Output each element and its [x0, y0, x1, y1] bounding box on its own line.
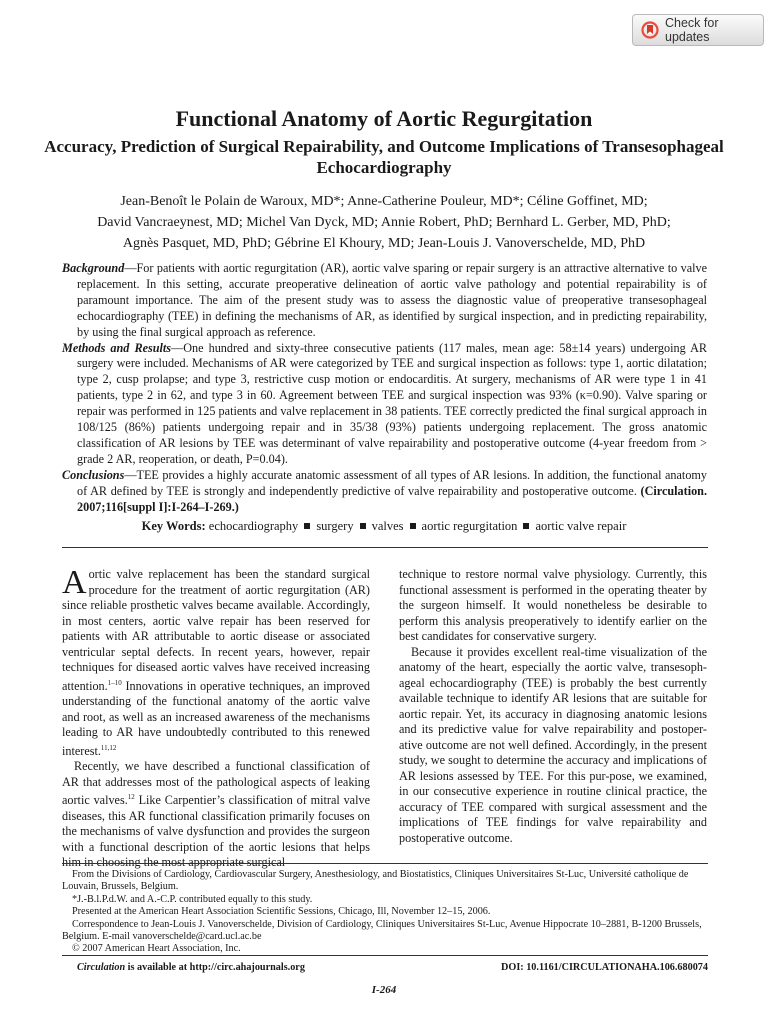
- check-for-updates-label: Check for updates: [665, 16, 719, 44]
- reference: 1–10: [107, 678, 122, 687]
- author-line: Agnès Pasquet, MD, PhD; Gébrine El Khoury, MD; Jean-Louis J. Vanoverschelde, MD, PhD: [122, 236, 646, 251]
- footnote: © 2007 American Heart Association, Inc.: [72, 943, 241, 955]
- square-bullet-icon: [360, 523, 366, 529]
- keywords-label: Key Words:: [141, 519, 206, 533]
- footnote: From the Divisions of Cardiology, Cardiovascular Surgery, Anesthesiology, and Biostatistics, Cliniques Universitaires St-Luc, Université catholique de Louvain, Brussels, Belgium.: [62, 869, 689, 893]
- conclusions-label: Conclusions: [62, 467, 125, 482]
- keyword: aortic valve repair: [535, 519, 627, 533]
- body-paragraph: technique to restore normal valve physiology. Currently, this functional assessment is performed in the operating theater by the surgeon himself. It would nonetheless be desirable to perform this analysis preoperatively to identify earlier on the best candidates for conservative surgery.: [399, 567, 707, 643]
- body-column-right: [399, 567, 707, 846]
- abstract-conclusions: [62, 468, 707, 516]
- body-paragraph: Recently, we have described a functional classification of AR that addresses most of the pathological aspects of leaking aortic valves.$^{12}$ Like Carpentier’s classification of mitral valve diseases, this AR functional classification primarily focuses on the mechanisms of valve dysfunction and provides the surgeon with a functional description of the aortic lesions that helps: [62, 759, 370, 854]
- crossmark-icon: [641, 21, 659, 39]
- check-for-updates-button[interactable]: [632, 14, 764, 46]
- conclusions-text: —TEE provides a highly accurate anatomic assessment of all types of AR lesions. In addition, the functional anatomy of AR defined by TEE is strongly and independently predictive of valve repairability and postoperative outcome.: [77, 467, 707, 498]
- page-number: I-264: [371, 984, 397, 996]
- author-line: Jean-Benoît le Polain de Waroux, MD*; Anne-Catherine Pouleur, MD*; Céline Goffinet, MD;: [120, 194, 648, 209]
- citation: (Circulation. 2007;116[suppl I]:I-264–I-269.): [77, 483, 707, 514]
- reference: 11,12: [100, 743, 117, 752]
- footer: [77, 962, 708, 973]
- abstract-background: [62, 261, 707, 341]
- doi: DOI: 10.1161/CIRCULATIONAHA.106.680074: [501, 962, 708, 973]
- body-column-left: [62, 564, 370, 871]
- reference: 12: [127, 793, 135, 802]
- article-title: Functional Anatomy of Aortic Regurgitation: [175, 106, 593, 131]
- footnote: Presented at the American Heart Association Scientific Sessions, Chicago, Ill, November 12–15, 2006.: [72, 906, 491, 918]
- square-bullet-icon: [523, 523, 529, 529]
- journal-name: Circulation: [77, 962, 126, 973]
- section-divider: [62, 547, 708, 548]
- keyword: surgery: [316, 519, 354, 533]
- background-text: —For patients with aortic regurgitation (AR), aortic valve sparing or repair surgery is an attractive alternative to valve replacement. In this setting, accurate preoperative delineation of aortic valve pathology and potential repairability is of paramount importance. The aim of the present study was to assess the diagnostic value of preoperative transesophageal echocardiography (TEE) in defining the mechanisms of AR, as identified by surgical inspection, and in predicting repairability, by using the final surgical approach as reference.: [77, 261, 707, 339]
- keyword: echocardiography: [208, 519, 299, 533]
- keyword: aortic regurgitation: [421, 519, 518, 533]
- footnote-divider: [62, 863, 708, 864]
- methods-text: —One hundred and sixty-three consecutive patients (117 males, mean age: 58±14 years) undergoing AR surgery were included. Mechanisms of AR were categorized by TEE and surgical inspection as follows: type 1, aortic dilatation; type 2, cusp prolapse; and type 3, restrictive cusp motion or endocarditis. At surgery, mechanisms of AR were type 1 in 41 patients, type 2 in 62, and type 3 in 60. Agreement between TEE and surgical inspection was 93% (κ=0.90). Valve sparing or repair was performed in 125 patients and valve replacement in 38 patients. TEE correctly predicted the final surgical approach in 108/125 (86%) patients undergoing repair and in 35/38 (93%) patients undergoing replacement. The gross anatomic classification of AR lesions by TEE was determinant of valve repairability and postoperative outcome (4-year freedom from > grade 2 AR, reoperation, or death, P=0.04).: [77, 340, 707, 466]
- author-line: David Vancraeynest, MD; Michel Van Dyck, MD; Annie Robert, PhD; Bernhard L. Gerber, MD, PhD;: [97, 215, 671, 230]
- keyword: valves: [371, 519, 404, 533]
- article-subtitle: Accuracy, Prediction of Surgical Repairability, and Outcome Implications of Transesophageal Echocardiography: [44, 137, 724, 177]
- drop-cap: A: [62, 564, 87, 601]
- methods-label: Methods and Results: [62, 340, 172, 355]
- author-list: [40, 191, 728, 254]
- keywords: [0, 519, 768, 534]
- square-bullet-icon: [410, 523, 416, 529]
- footnote: Correspondence to Jean-Louis J. Vanoverschelde, Division of Cardiology, Cliniques Universitaires St-Luc, Avenue Hippocrate 10–2881, B-1200 Brussels, Belgium. E-mail vanoverschelde@card.ucl.ac.be: [62, 918, 702, 943]
- abstract-methods: [62, 341, 707, 468]
- body-paragraph: Because it provides excellent real-time visualization of the anatomy of the heart, especially the aortic valve, transesoph-ageal echocardiography (TEE) is probably the best currently available technique to identify AR lesions that are suitable for aortic repair. Yet, its accuracy in diagnosing anatomic lesions and its predictive value for valve repairability and postoper-ative outcome are not well defined. Accordingly, in the present study, we sought to determine the accuracy and implications of AR lesions assessed by TEE. For this pur-pose, we examined, in our consecutive experience in routine clinical practice, the accuracy of TEE compared with surgical assessment and the implications of TEE findings for valve repairability and postoperative outcome.: [399, 644, 707, 845]
- body-paragraph: Aortic valve replacement has been the standard surgical procedure for the treatment of aortic regurgitation (AR) since reliable prosthetic valves became available. Accordingly, in most centers, aortic valve repair has been reserved for patients with AR attributable to aortic disease or associated ventricular septal defects. In recent years, however, repair techniques for diseased aortic valves have received increasing attention.$^{1-10}$ Innovations in operative techniques, an improved understanding of the functional anatomy of the aortic valve and root, as well as an increased awareness of the mechanisms leading to AR have undoubtedly contributed to this renewed interest.$^{11,12}$: [62, 564, 370, 758]
- footnote: *J.-B.l.P.d.W. and A.-C.P. contributed equally to this study.: [72, 893, 313, 905]
- abstract: [62, 261, 707, 516]
- footer-divider: [62, 955, 708, 956]
- background-label: Background: [62, 261, 125, 275]
- journal-availability: Circulation is available at http://circ.ahajournals.org: [77, 962, 305, 973]
- footnotes: [62, 869, 708, 956]
- square-bullet-icon: [304, 523, 310, 529]
